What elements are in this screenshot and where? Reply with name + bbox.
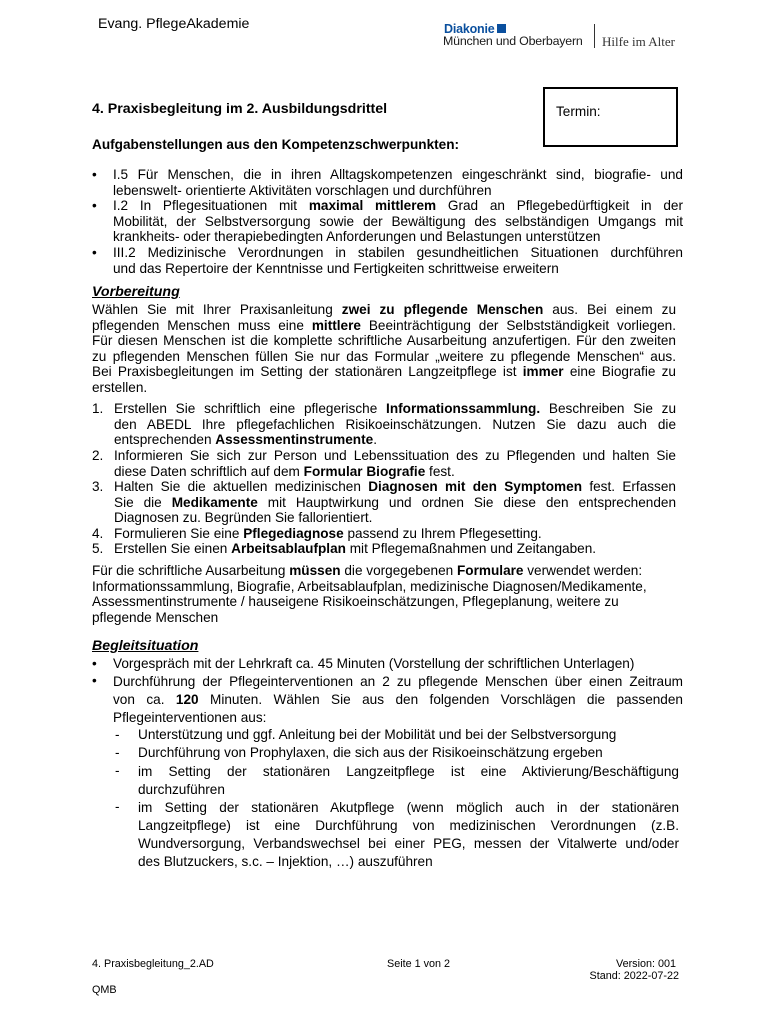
text-line: pflegende Menschen bbox=[92, 609, 219, 625]
diakonie-logo bbox=[443, 22, 683, 50]
text-line: Formulieren Sie eine Pflegediagnose passend zu Ihrem Pflegesetting. bbox=[114, 526, 542, 541]
text-line: entsprechenden Assessmentinstrumente. bbox=[114, 432, 377, 448]
footer-stand: Stand: 2022-07-22 bbox=[589, 970, 679, 982]
step-text bbox=[114, 448, 676, 479]
termin-box bbox=[543, 87, 678, 147]
text-line: Unterstützung und ggf. Anleitung bei der Mobilität und bei der Selbstversorgung bbox=[138, 727, 617, 742]
footer-filename: 4. Praxisbegleitung_2.AD bbox=[92, 958, 214, 970]
text-line: und das Repertoire der Kenntnisse und Fertigkeiten schrittweise erweitern bbox=[113, 260, 559, 276]
text-line: Erstellen Sie einen Arbeitsablaufplan mit Pflegemaßnahmen und Zeitangaben. bbox=[114, 541, 597, 556]
page-title: 4. Praxisbegleitung im 2. Ausbildungsdrittel bbox=[92, 101, 388, 117]
brand-tagline: Hilfe im Alter bbox=[602, 34, 675, 49]
competency-text bbox=[113, 245, 683, 276]
heading-begleitsituation: Begleitsituation bbox=[92, 638, 199, 654]
step-text bbox=[114, 479, 676, 526]
heading-vorbereitung: Vorbereitung bbox=[92, 284, 180, 300]
brand-name: Diakonie bbox=[444, 22, 495, 36]
dash-icon: - bbox=[115, 763, 120, 778]
brand-region: München und Oberbayern bbox=[443, 34, 583, 48]
step-text bbox=[114, 541, 676, 557]
text-line: Mobilität, der Selbstversorgung sowie der Bewältigung des selbständigen Umgangs mit bbox=[113, 213, 683, 229]
text-line: den ABEDL Ihre pflegefachlichen Risikoeinschätzungen. Nutzen Sie dazu auch die bbox=[114, 416, 676, 432]
text-line: erstellen. bbox=[92, 379, 148, 395]
bullet-icon: • bbox=[92, 656, 97, 671]
text-line: durchzuführen bbox=[138, 782, 225, 797]
text-line: Durchführung der Pflegeinterventionen an 2 zu pflegende Menschen über einen Zeitraum bbox=[113, 674, 683, 689]
text-line: zu pflegenden Menschen füllen Sie nur das Formular „weitere zu pflegende Menschen“ aus. bbox=[92, 348, 676, 364]
bullet-icon: • bbox=[92, 673, 97, 688]
text-line: des Blutzuckers, s.c. – Injektion, …) auszuführen bbox=[138, 854, 433, 869]
bullet-icon: • bbox=[92, 198, 97, 213]
text-line: Assessmentinstrumente / hauseigene Risikoeinschätzungen, Pflegeplanung, weitere zu bbox=[92, 594, 619, 610]
text-line: Langzeitpflege) ist eine Durchführung von medizinischen Verordnungen (z.B. bbox=[138, 818, 679, 833]
text-line: I.2 In Pflegesituationen mit maximal mittlerem Grad an Pflegebedürftigkeit in der bbox=[113, 198, 683, 213]
option-text bbox=[138, 745, 679, 761]
option-text bbox=[138, 799, 679, 871]
text-line: von ca. 120 Minuten. Wählen Sie aus den folgenden Vorschlägen die passenden bbox=[113, 692, 683, 707]
step-number: 2. bbox=[92, 448, 104, 463]
text-line: Halten Sie die aktuellen medizinischen Diagnosen mit den Symptomen fest. Erfassen bbox=[114, 479, 676, 494]
text-line: im Setting der stationären Langzeitpflege ist eine Aktivierung/Beschäftigung bbox=[138, 764, 679, 779]
option-text bbox=[138, 727, 679, 743]
footer-page-number: Seite 1 von 2 bbox=[387, 958, 451, 970]
text-line: pflegenden Menschen muss eine mittlere Beeinträchtigung der Selbstständigkeit vorliegen. bbox=[92, 317, 676, 333]
text-line: Für diesen Menschen ist die komplette schriftliche Ausarbeitung anzufertigen. Für den zweiten bbox=[92, 333, 676, 349]
step-number: 4. bbox=[92, 526, 104, 541]
text-line: Erstellen Sie schriftlich eine pflegerische Informationssammlung. Beschreiben Sie zu bbox=[114, 401, 677, 416]
organization-name: Evang. PflegeAkademie bbox=[98, 16, 250, 32]
footer-version: Version: 001 bbox=[615, 958, 676, 970]
brand-square-icon bbox=[497, 24, 506, 33]
text-line: lebenswelt- orientierte Aktivitäten vorschlagen und durchführen bbox=[113, 182, 492, 198]
text-line: krankheits- oder therapiebedingten Anforderungen und Belastungen unterstützen bbox=[113, 229, 601, 245]
text-line: Pflegeinterventionen aus: bbox=[113, 710, 267, 725]
text-line: Wählen Sie mit Ihrer Praxisanleitung zwei zu pflegende Menschen aus. Bei einem zu bbox=[92, 302, 677, 317]
text-line: Diagnosen zu. Begründen Sie fallorientiert. bbox=[114, 510, 373, 526]
step-number: 3. bbox=[92, 479, 104, 494]
vorbereitung-intro bbox=[92, 302, 676, 396]
text-line: Sie die Medikamente mit Hauptwirkung und ordnen Sie diese den entsprechenden bbox=[114, 494, 676, 510]
text-line: im Setting der stationären Akutpflege (wenn möglich auch in der stationären bbox=[138, 800, 679, 815]
step-number: 5. bbox=[92, 541, 104, 556]
bullet-icon: • bbox=[92, 167, 97, 182]
begleit-text bbox=[113, 656, 683, 672]
dash-icon: - bbox=[115, 745, 120, 760]
begleit-text bbox=[113, 673, 683, 727]
termin-label: Termin: bbox=[556, 104, 601, 119]
step-text bbox=[114, 526, 676, 542]
text-line: diese Daten schriftlich auf dem Formular Biografie fest. bbox=[114, 463, 455, 479]
dash-icon: - bbox=[115, 727, 120, 742]
step-text bbox=[114, 401, 676, 448]
competency-text bbox=[113, 167, 683, 198]
footer-owner: QMB bbox=[92, 984, 117, 996]
step-number: 1. bbox=[92, 401, 104, 416]
text-line: III.2 Medizinische Verordnungen in stabilen gesundheitlichen Situationen durchführen bbox=[113, 245, 683, 260]
text-line: Informieren Sie sich zur Person und Lebenssituation des zu Pflegenden und halten Sie bbox=[114, 448, 676, 463]
text-line: Wundversorgung, Verbandswechsel bei einer PEG, messen der Vitalwerte und/oder bbox=[138, 836, 679, 851]
dash-icon: - bbox=[115, 799, 120, 814]
text-line: Bei Praxisbegleitungen im Setting der stationären Langzeitpflege ist immer eine Biografie zu bbox=[92, 364, 676, 380]
text-line: Durchführung von Prophylaxen, die sich aus der Risikoeinschätzung ergeben bbox=[138, 745, 603, 760]
option-text bbox=[138, 763, 679, 799]
text-line: Vorgespräch mit der Lehrkraft ca. 45 Minuten (Vorstellung der schriftlichen Unterlagen) bbox=[113, 656, 635, 671]
section-subtitle: Aufgabenstellungen aus den Kompetenzschwerpunkten: bbox=[92, 137, 460, 152]
text-line: Für die schriftliche Ausarbeitung müssen die vorgegebenen Formulare verwendet werden: bbox=[92, 563, 643, 578]
text-line: I.5 Für Menschen, die in ihren Alltagskompetenzen eingeschränkt sind, biografie- und bbox=[113, 167, 683, 182]
brand-divider bbox=[594, 24, 595, 48]
bullet-icon: • bbox=[92, 245, 97, 260]
competency-text bbox=[113, 198, 683, 245]
text-line: Informationssammlung, Biografie, Arbeitsablaufplan, medizinische Diagnosen/Medikamente, bbox=[92, 578, 647, 594]
formulare-paragraph bbox=[92, 563, 676, 625]
